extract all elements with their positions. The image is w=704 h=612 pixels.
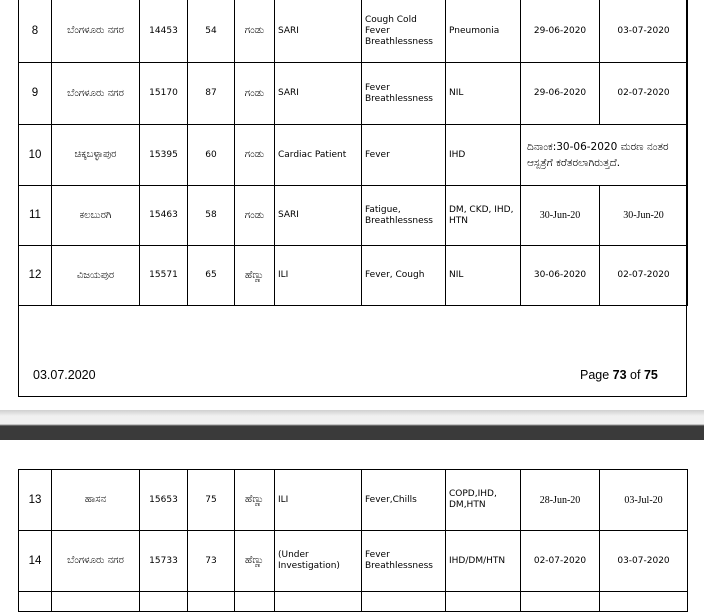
death-date: 30-Jun-20 [600,186,688,246]
page-of: of [626,368,644,382]
comorbidity: Pneumonia [446,0,521,63]
comorbidity: IHD [446,125,521,186]
serial-number: 13 [19,470,52,531]
age: 87 [188,63,235,125]
sex: ಹೆಣ್ಣು [235,246,275,306]
category: SARI [275,186,362,246]
table-row [19,470,688,531]
table-row [19,125,688,186]
district: ಹಾಸನ [52,470,140,531]
age: 75 [188,470,235,531]
document-page-74 [0,440,704,600]
age: 58 [188,186,235,246]
admission-date: 30-06-2020 [521,246,600,306]
serial-number: 12 [19,246,52,306]
category: ILI [275,246,362,306]
table-row [19,531,688,592]
serial-number: 11 [19,186,52,246]
patient-id: 15395 [140,125,188,186]
district: ಬೆಂಗಳೂರು ನಗರ [52,63,140,125]
sex: ಗಂಡು [235,63,275,125]
comorbidity: DM, CKD, IHD, HTN [446,186,521,246]
symptoms: Fever Breathlessness [362,531,446,592]
district: ಚಿಕ್ಕಬಳ್ಳಾಪುರ [52,125,140,186]
page-separator [0,410,704,440]
serial-number: 10 [19,125,52,186]
admission-date: 29-06-2020 [521,63,600,125]
serial-number: 8 [19,0,52,63]
current-page: 73 [612,368,627,382]
sex: ಗಂಡು [235,0,275,63]
symptoms: Fatigue, Breathlessness [362,186,446,246]
serial-number: 14 [19,531,52,592]
footer-page-number [580,368,658,382]
death-date: 03-07-2020 [600,531,688,592]
death-note: ದಿನಾಂಕ:30-06-2020 ಮರಣ ನಂತರ ಆಸ್ಪತ್ರೆಗೆ ಕರೆತರಲಾಗಿರುತ್ತದೆ. [521,125,688,186]
table-row [19,592,688,612]
age: 60 [188,125,235,186]
comorbidity: NIL [446,63,521,125]
sex: ಹೆಣ್ಣು [235,470,275,531]
sex: ಗಂಡು [235,186,275,246]
page-prefix: Page [580,368,613,382]
comorbidity: COPD,IHD, DM,HTN [446,470,521,531]
patient-id: 15170 [140,63,188,125]
footer-date: 03.07.2020 [33,368,96,382]
table-row [19,246,688,306]
sex: ಗಂಡು [235,125,275,186]
admission-date: 30-Jun-20 [521,186,600,246]
deaths-table [18,0,688,306]
serial-number: 9 [19,63,52,125]
district: ಬೆಂಗಳೂರು ನಗರ [52,531,140,592]
admission-date: 28-Jun-20 [521,470,600,531]
table-row [19,186,688,246]
patient-id: 15733 [140,531,188,592]
death-date: 03-07-2020 [600,0,688,63]
patient-id: 15653 [140,470,188,531]
district: ವಿಜಯಪುರ [52,246,140,306]
total-pages: 75 [643,368,658,382]
table-row [19,0,688,63]
sex: ಹೆಣ್ಣು [235,531,275,592]
patient-id: 15571 [140,246,188,306]
category: SARI [275,0,362,63]
death-date: 02-07-2020 [600,63,688,125]
category: (Under Investigation) [275,531,362,592]
category: SARI [275,63,362,125]
comorbidity: NIL [446,246,521,306]
admission-date: 29-06-2020 [521,0,600,63]
patient-id: 14453 [140,0,188,63]
symptoms: Fever,Chills [362,470,446,531]
table-row [19,63,688,125]
symptoms: Fever, Cough [362,246,446,306]
patient-id: 15463 [140,186,188,246]
admission-date: 02-07-2020 [521,531,600,592]
district: ಕಲಬುರಗಿ [52,186,140,246]
symptoms: Fever Breathlessness [362,63,446,125]
category: ILI [275,470,362,531]
age: 65 [188,246,235,306]
comorbidity: IHD/DM/HTN [446,531,521,592]
death-date: 02-07-2020 [600,246,688,306]
symptoms: Fever [362,125,446,186]
deaths-table-continued [18,469,688,612]
category: Cardiac Patient [275,125,362,186]
symptoms: Cough Cold Fever Breathlessness [362,0,446,63]
age: 54 [188,0,235,63]
death-date: 03-Jul-20 [600,470,688,531]
district: ಬೆಂಗಳೂರು ನಗರ [52,0,140,63]
age: 73 [188,531,235,592]
